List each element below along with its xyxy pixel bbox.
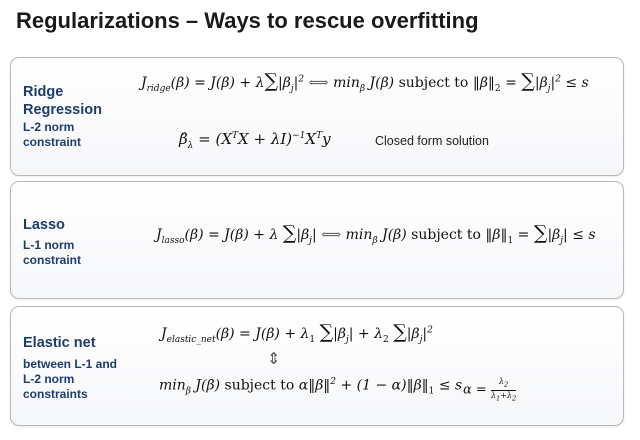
ridge-title-line2: Regression (23, 102, 102, 118)
ridge-subtitle-line2: constraint (23, 135, 82, 149)
lasso-title: Lasso (23, 217, 65, 233)
lasso-panel (10, 181, 624, 299)
ridge-objective-formula: $J_{ridge}(\beta) = J(\beta) + \lambda\sum|\beta_j|^2$ ⟺ $\min_\beta J(\beta)$ subject to $‖\beta‖_2 = \sum|\beta_j|^2 \le s$ (141, 70, 589, 94)
elastic-net-subtitle-line2: L-2 norm (23, 372, 75, 386)
lasso-subtitle-line2: constraint (23, 253, 82, 267)
elastic-net-subtitle-line1: between L-1 and (23, 357, 118, 371)
lasso-subtitle-line1: L-1 norm (23, 238, 75, 252)
elastic-net-panel (10, 306, 624, 426)
ridge-subtitle-line1: L-2 norm (23, 120, 75, 134)
elastic-net-constraint-formula: $\min_\beta J(\beta)$ subject to α‖β‖$^2$ + $(1 - \alpha)‖\beta‖_1 \le s$ (159, 377, 463, 397)
elastic-net-objective-formula: $J_{elastic\_net}(\beta) = J(\beta) + \lambda_1$ $\sum|\beta_j| + \lambda_2$ $\sum|\beta_j|^2$ (161, 321, 433, 345)
elastic-net-title: Elastic net (23, 335, 96, 351)
ridge-closed-form-formula: $\betâ_\lambda = (X^TX + \lambda I)^{-1}X^Ty$ (179, 130, 331, 151)
slide-title: Regularizations – Ways to rescue overfitting (16, 8, 479, 33)
closed-form-note: Closed form solution (375, 134, 489, 148)
ridge-title-line1: Ridge (23, 84, 64, 100)
equivalence-arrow-icon: ⇕ (267, 349, 281, 368)
ridge-panel (10, 57, 624, 176)
alpha-definition: α = $\frac{\lambda_2}{\lambda_1+\lambda_2}$ (463, 377, 517, 403)
elastic-net-subtitle-line3: constraints (23, 387, 88, 401)
lasso-objective-formula: $J_{lasso}(\beta) = J(\beta) + \lambda$ $\sum|\beta_j|$ ⟺ $\min_\beta J(\beta)$ subject to $‖\beta‖_1 = \sum|\beta_j| \le s$ (156, 222, 596, 246)
